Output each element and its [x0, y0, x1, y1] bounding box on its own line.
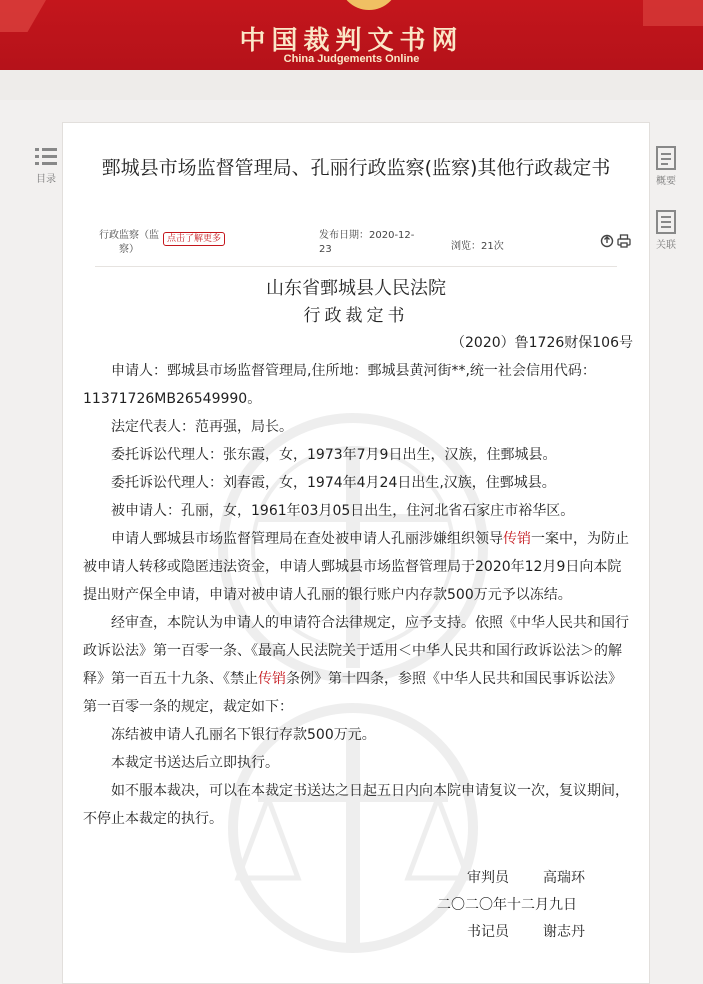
document-panel — [62, 122, 650, 984]
view-count: 浏览：21次 — [451, 241, 504, 252]
text-run: 条例》第十四条，参照《中华人民共和国民事诉讼法》第一百零一条的规定，裁定如下： — [83, 671, 622, 715]
publish-date-line: 发布日期：2020-12- — [319, 230, 415, 241]
highlighted-keyword[interactable]: 传销 — [258, 671, 286, 687]
reasoning-paragraph — [83, 609, 633, 721]
document-title: 鄄城县市场监督管理局、孔丽行政监察(监察)其他行政裁定书 — [101, 157, 611, 179]
site-logo[interactable]: 中国裁判文书网 — [239, 26, 464, 56]
related-button[interactable] — [650, 210, 682, 251]
effect-clause: 本裁定书送达后立即执行。 — [111, 755, 279, 771]
appeal-clause: 如不服本裁决，可以在本裁定书送达之日起五日内向本院申请复议一次，复议期间，不停止本裁定的执行。 — [83, 783, 629, 827]
category — [95, 229, 163, 257]
category-line: 察） — [119, 244, 139, 255]
document-meta — [95, 229, 615, 265]
respondent: 被申请人：孔丽，女，1961年03月05日出生，住河北省石家庄市裕华区。 — [111, 503, 575, 519]
meta-divider — [95, 266, 617, 267]
toc-button[interactable] — [30, 146, 62, 185]
share-icon[interactable] — [600, 234, 614, 248]
related-label: 关联 — [656, 240, 676, 251]
toc-label: 目录 — [36, 174, 56, 185]
agent-1: 委托诉讼代理人：张东霞，女，1973年7月9日出生，汉族，住鄄城县。 — [111, 447, 557, 463]
category-line: 行政监察（监 — [99, 230, 159, 241]
site-logo-english: China Judgements Online — [283, 53, 420, 65]
facts-paragraph — [83, 525, 633, 609]
emblem-icon — [339, 0, 399, 10]
legal-representative: 法定代表人：范再强，局长。 — [111, 419, 293, 435]
site-header — [0, 0, 703, 70]
document-icon — [655, 146, 677, 170]
highlighted-keyword[interactable]: 传销 — [503, 531, 531, 547]
document-kind: 行政裁定书 — [303, 306, 409, 326]
court-name: 山东省鄄城县人民法院 — [266, 278, 446, 299]
list-icon — [34, 146, 58, 168]
summary-label: 概要 — [656, 176, 676, 187]
applicant: 申请人：鄄城县市场监督管理局,住所地：鄄城县黄河街**,统一社会信用代码：11371726MB26549990。 — [83, 363, 596, 407]
document-body — [83, 329, 633, 833]
clerk-label: 书记员 — [467, 924, 509, 940]
text-run: 经审查，本院认为申请人的申请符合法律规定，应予支持。依照《中华人民共和国行政诉讼法》第一百零一条、《最高人民法院关于适用＜中华人民共和国行政诉讼法＞的解释》第一百五十九条、《禁止 — [83, 615, 629, 687]
case-number: （2020）鲁1726财保106号 — [451, 335, 633, 351]
print-icon[interactable] — [617, 234, 631, 248]
judge-label: 审判员 — [467, 870, 509, 886]
publish-date-line: 23 — [319, 244, 332, 255]
publish-date — [319, 229, 429, 257]
judge-name: 高瑞环 — [543, 870, 585, 886]
text-run: 一案中，为防止被申请人转移或隐匿违法资金，申请人鄄城县市场监督管理局于2020年12月9日向本院提出财产保全申请，申请对被申请人孔丽的银行账户内存款500万元予以冻结。 — [83, 531, 629, 603]
learn-more-link[interactable]: 点击了解更多 — [163, 232, 225, 246]
ruling: 冻结被申请人孔丽名下银行存款500万元。 — [111, 727, 376, 743]
agent-2: 委托诉讼代理人：刘春霞，女，1974年4月24日出生,汉族，住鄄城县。 — [111, 475, 556, 491]
text-run: 申请人鄄城县市场监督管理局在查处被申请人孔丽涉嫌组织领导 — [111, 531, 503, 547]
summary-button[interactable] — [650, 146, 682, 187]
clerk-name: 谢志丹 — [543, 924, 585, 940]
link-document-icon — [655, 210, 677, 234]
ruling-date: 二〇二〇年十二月九日 — [437, 897, 577, 913]
header-spacer — [0, 70, 703, 100]
